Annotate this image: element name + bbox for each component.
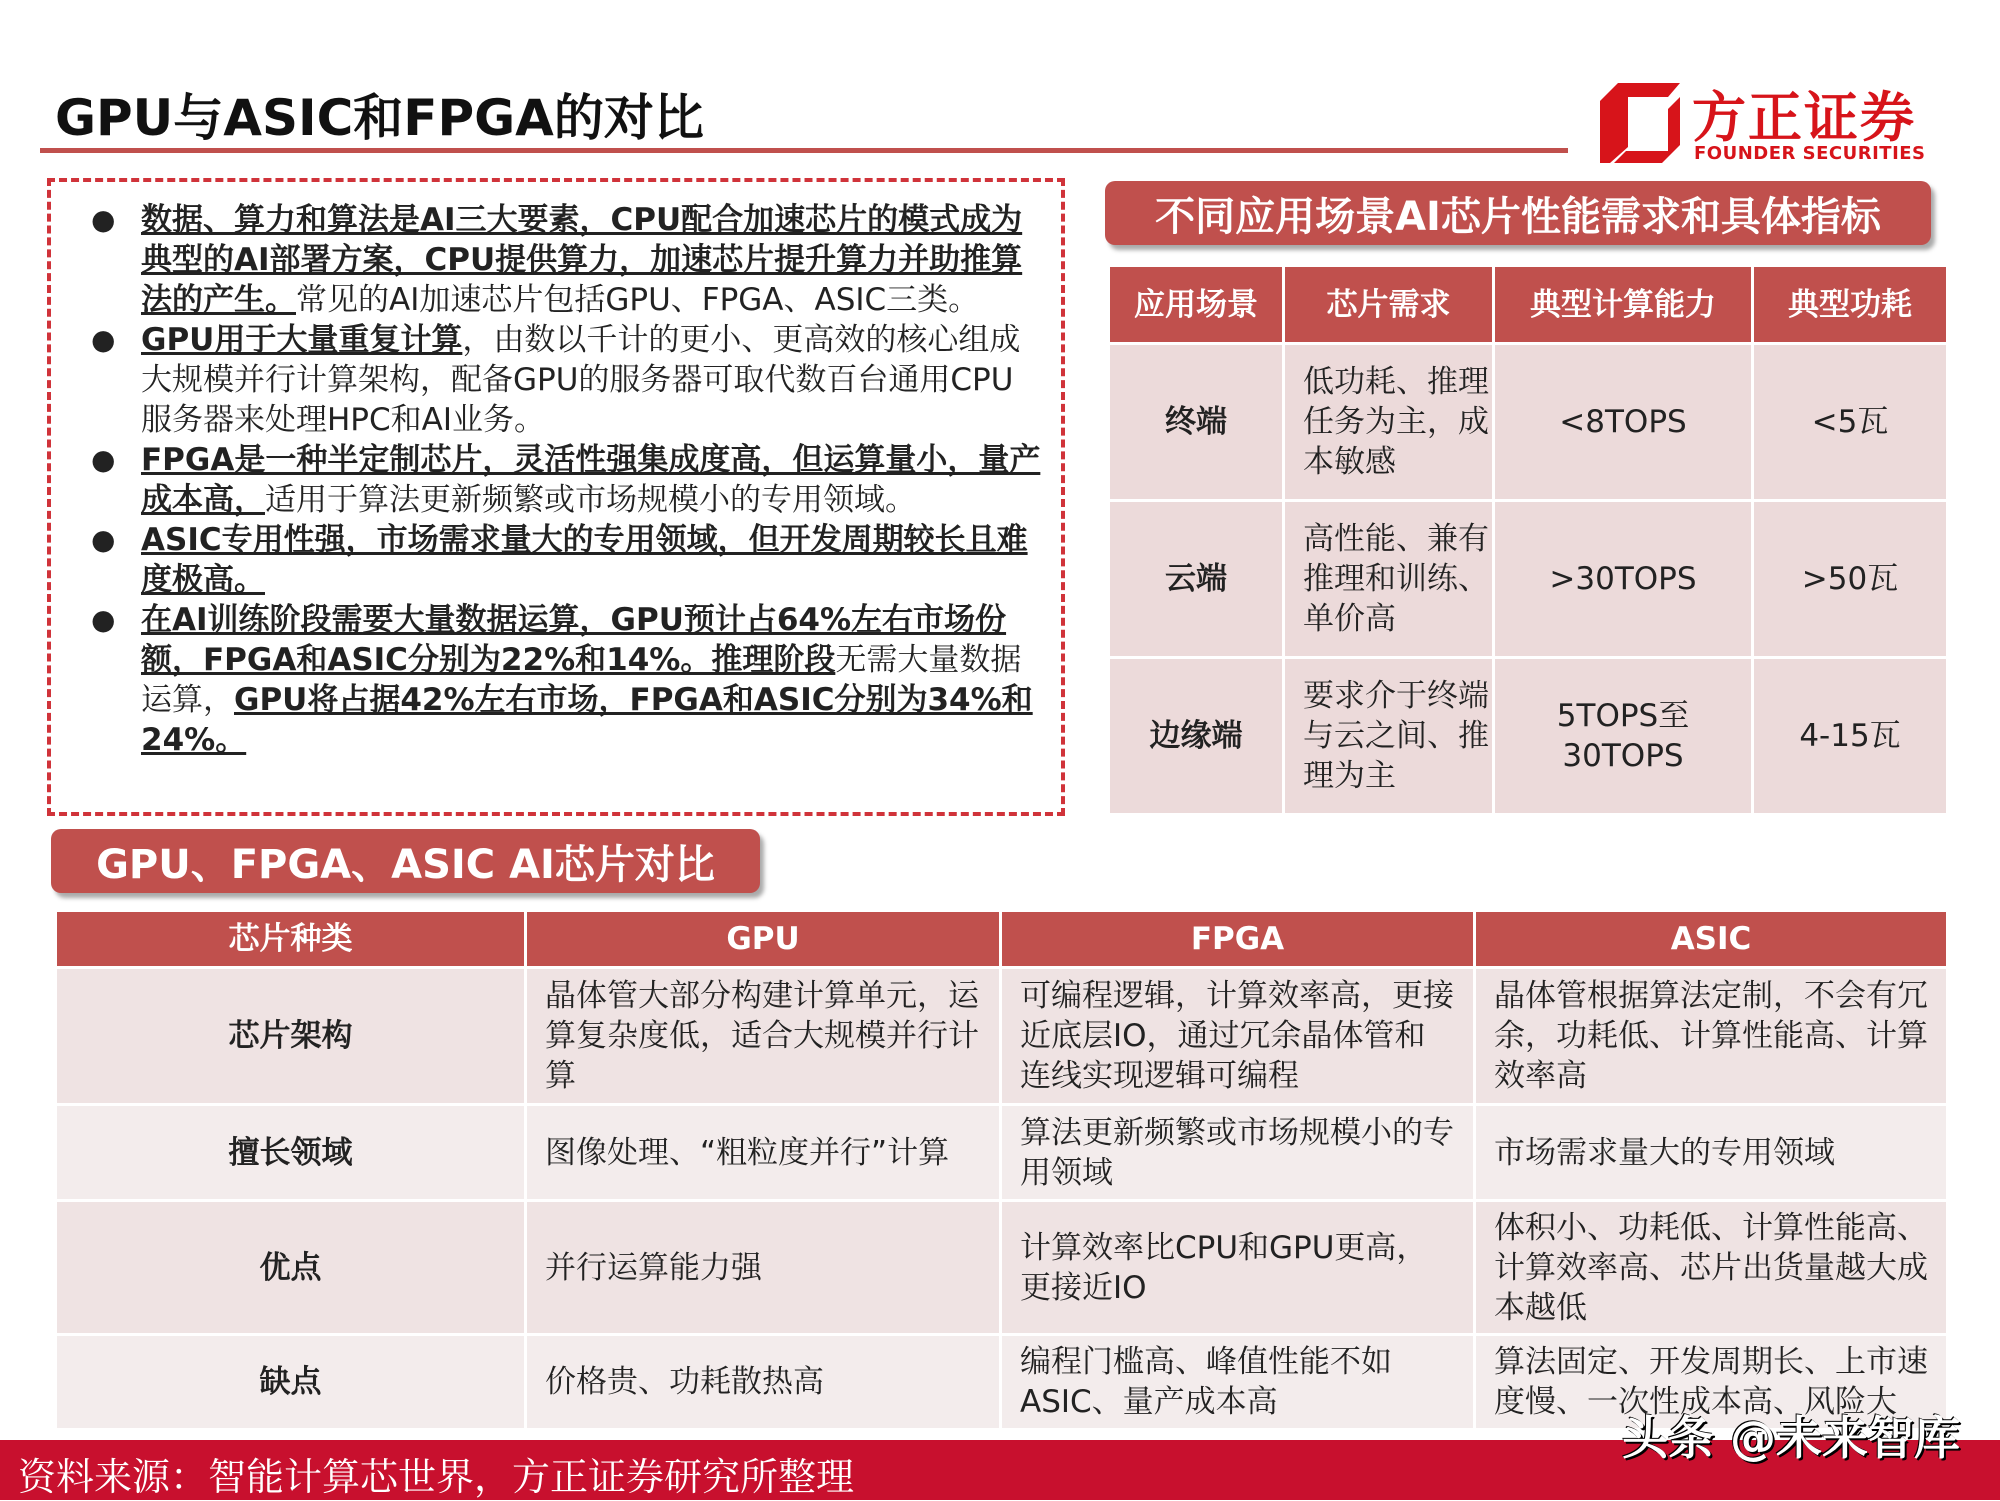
bullet-icon: ● [91, 323, 116, 356]
logo-en: FOUNDER SECURITIES [1694, 143, 1926, 164]
page-title: GPU与ASIC和FPGA的对比 [55, 89, 704, 147]
bullet-text: ，由数以千计的更小、更高效的核心组成大规模并行计算架构，配备GPU的服务器可取代数百台通用CPU服务器来处理HPC和AI业务。 [141, 322, 1021, 438]
bullet-item [91, 600, 1041, 760]
asic-cell: 算法固定、开发周期长、上市速度慢、一次性成本高、风险大 [1475, 1335, 1948, 1430]
row-label: 擅长领域 [56, 1105, 526, 1201]
compute-cell: <8TOPS [1494, 344, 1753, 501]
power-cell: <5瓦 [1753, 344, 1948, 501]
table-row [56, 1105, 1948, 1201]
gpu-cell: 价格贵、功耗散热高 [526, 1335, 1001, 1430]
bullet-item [91, 200, 1041, 320]
scenario-cell: 云端 [1109, 501, 1284, 658]
header-cell: 典型功耗 [1753, 266, 1948, 344]
fpga-cell: 算法更新频繁或市场规模小的专用领域 [1001, 1105, 1475, 1201]
asic-cell: 体积小、功耗低、计算性能高、计算效率高、芯片出货量越大成本越低 [1475, 1201, 1948, 1335]
bullet-icon: ● [91, 603, 116, 636]
header-cell: 芯片需求 [1284, 266, 1494, 344]
founder-securities-logo [1600, 79, 1930, 169]
bullet-text: 无需大量数据运算， [141, 642, 1022, 718]
header-cell: FPGA [1001, 911, 1475, 968]
bullet-bold: GPU将占据42%左右市场，FPGA和ASIC分别为34%和24%。 [141, 682, 1033, 758]
table-row [1109, 658, 1948, 815]
row-label: 缺点 [56, 1335, 526, 1430]
power-cell: >50瓦 [1753, 501, 1948, 658]
bullet-text: 适用于算法更新频繁或市场规模小的专用领域。 [265, 482, 916, 518]
scenario-cell: 终端 [1109, 344, 1284, 501]
table-row [1109, 344, 1948, 501]
bullet-icon: ● [91, 523, 116, 556]
gpu-cell: 图像处理、“粗粒度并行”计算 [526, 1105, 1001, 1201]
asic-cell: 市场需求量大的专用领域 [1475, 1105, 1948, 1201]
header-cell: 芯片种类 [56, 911, 526, 968]
gpu-cell: 晶体管大部分构建计算单元，运算复杂度低，适合大规模并行计算 [526, 968, 1001, 1105]
scenario-table [1107, 264, 1949, 816]
bullet-item [91, 520, 1041, 600]
chip-comparison-table [54, 909, 1949, 1431]
fpga-cell: 编程门槛高、峰值性能不如ASIC、量产成本高 [1001, 1335, 1475, 1430]
table-header-row [1109, 266, 1948, 344]
bullet-bold: GPU用于大量重复计算 [141, 322, 463, 358]
row-label: 优点 [56, 1201, 526, 1335]
table-row [56, 1201, 1948, 1335]
gpu-cell: 并行运算能力强 [526, 1201, 1001, 1335]
table-header-row [56, 911, 1948, 968]
scenario-cell: 边缘端 [1109, 658, 1284, 815]
bullet-bold: ASIC专用性强，市场需求量大的专用领域，但开发周期较长且难度极高。 [141, 522, 1028, 598]
bullet-bold: FPGA是一种半定制芯片，灵活性强集成度高，但运算量小，量产成本高， [141, 442, 1041, 518]
fpga-cell: 可编程逻辑，计算效率高，更接近底层IO，通过冗余晶体管和连线实现逻辑可编程 [1001, 968, 1475, 1105]
logo-mark-icon [1600, 83, 1680, 163]
bullet-item [91, 320, 1041, 440]
logo-cn: 方正证券 [1692, 86, 1916, 149]
compute-cell: 5TOPS至30TOPS [1494, 658, 1753, 815]
scenario-table-title: 不同应用场景AI芯片性能需求和具体指标 [1105, 181, 1931, 245]
power-cell: 4-15瓦 [1753, 658, 1948, 815]
row-label: 芯片架构 [56, 968, 526, 1105]
requirement-cell: 低功耗、推理任务为主，成本敏感 [1284, 344, 1494, 501]
header-cell: ASIC [1475, 911, 1948, 968]
bullet-text: 常见的AI加速芯片包括GPU、FPGA、ASIC三类。 [296, 282, 980, 318]
source-text: 资料来源：智能计算芯世界，方正证券研究所整理 [18, 1455, 855, 1499]
bullet-bold: 在AI训练阶段需要大量数据运算，GPU预计占64%左右市场份额，FPGA和ASIC分别为22%和14%。推理阶段 [141, 602, 1007, 678]
header-cell: 应用场景 [1109, 266, 1284, 344]
header-cell: GPU [526, 911, 1001, 968]
compute-cell: >30TOPS [1494, 501, 1753, 658]
table-row [56, 968, 1948, 1105]
watermark: 头条 @未来智库 [1621, 1411, 1960, 1465]
bullet-icon: ● [91, 203, 116, 236]
bullet-item [91, 440, 1041, 520]
key-points-box [47, 178, 1065, 816]
fpga-cell: 计算效率比CPU和GPU更高，更接近IO [1001, 1201, 1475, 1335]
header-cell: 典型计算能力 [1494, 266, 1753, 344]
title-divider [40, 148, 1568, 153]
table-row [1109, 501, 1948, 658]
requirement-cell: 要求介于终端与云之间、推理为主 [1284, 658, 1494, 815]
bullet-bold: 数据、算力和算法是AI三大要素，CPU配合加速芯片的模式成为典型的AI部署方案，CPU提供算力，加速芯片提升算力并助推算法的产生。 [141, 202, 1023, 318]
requirement-cell: 高性能、兼有推理和训练、单价高 [1284, 501, 1494, 658]
chip-comparison-title: GPU、FPGA、ASIC AI芯片对比 [51, 829, 760, 893]
asic-cell: 晶体管根据算法定制，不会有冗余，功耗低、计算性能高、计算效率高 [1475, 968, 1948, 1105]
bullet-icon: ● [91, 443, 116, 476]
